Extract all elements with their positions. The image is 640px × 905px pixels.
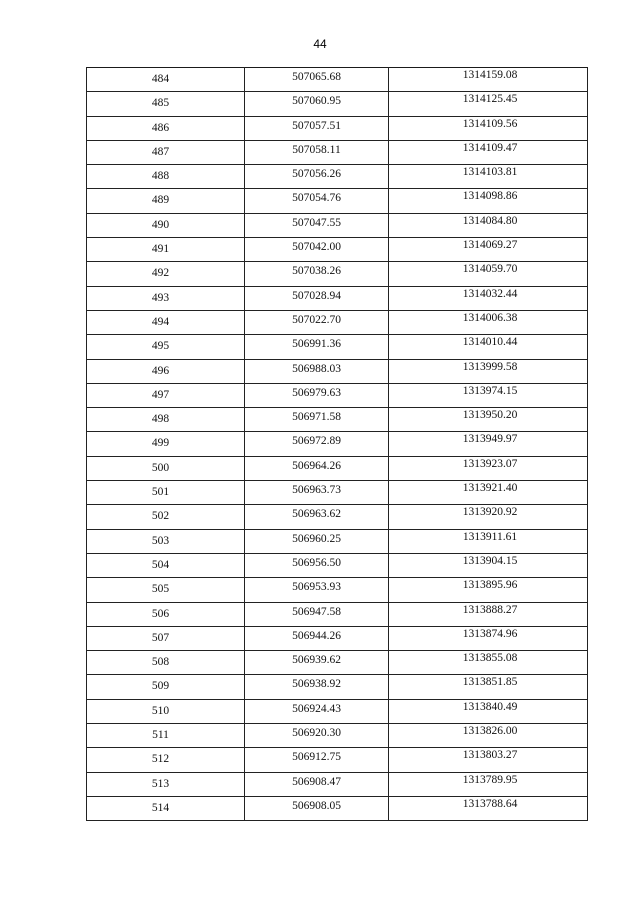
table-row: [87, 116, 588, 140]
cell-text: 510: [151, 704, 170, 717]
table-row: [87, 578, 588, 602]
x-coordinate-cell: [245, 505, 389, 529]
x-coordinate-cell: [245, 748, 389, 772]
point-number-cell: [87, 748, 245, 772]
cell-text: 500: [151, 461, 170, 474]
table-row: [87, 456, 588, 480]
y-coordinate-cell: [389, 529, 588, 553]
cell-text: 487: [151, 145, 170, 158]
cell-text: 498: [151, 413, 170, 426]
point-number-cell: [87, 189, 245, 213]
x-coordinate-cell: [245, 456, 389, 480]
cell-text: 499: [151, 437, 170, 450]
y-coordinate-cell: [389, 238, 588, 262]
y-coordinate-cell: [389, 262, 588, 286]
cell-text: 507022.70: [292, 313, 341, 326]
cell-text: 506920.30: [292, 727, 341, 740]
point-number-cell: [87, 505, 245, 529]
y-coordinate-cell: [389, 359, 588, 383]
point-number-cell: [87, 140, 245, 164]
table-row: [87, 262, 588, 286]
cell-text: 494: [151, 315, 170, 328]
y-coordinate-cell: [389, 553, 588, 577]
cell-text: 507047.55: [292, 216, 341, 229]
x-coordinate-cell: [245, 213, 389, 237]
table-row: [87, 335, 588, 359]
x-coordinate-cell: [245, 529, 389, 553]
cell-text: 1313911.61: [462, 530, 518, 543]
cell-text: 506939.62: [292, 654, 341, 667]
point-number-cell: [87, 481, 245, 505]
x-coordinate-cell: [245, 699, 389, 723]
point-number-cell: [87, 578, 245, 602]
table-row: [87, 796, 588, 820]
x-coordinate-cell: [245, 772, 389, 796]
cell-text: 507042.00: [292, 241, 341, 254]
x-coordinate-cell: [245, 675, 389, 699]
cell-text: 1313999.58: [462, 360, 518, 373]
table-row: [87, 408, 588, 432]
cell-text: 484: [151, 73, 170, 85]
point-number-cell: [87, 626, 245, 650]
x-coordinate-cell: [245, 68, 389, 92]
cell-text: 506963.62: [292, 508, 341, 521]
cell-text: 509: [151, 680, 170, 693]
cell-text: 507028.94: [292, 289, 341, 302]
y-coordinate-cell: [389, 92, 588, 116]
cell-text: 506908.05: [292, 799, 341, 812]
page-number: 44: [313, 37, 327, 51]
point-number-cell: [87, 92, 245, 116]
table-row: [87, 140, 588, 164]
point-number-cell: [87, 335, 245, 359]
table-row: [87, 553, 588, 577]
cell-text: 505: [151, 583, 170, 596]
point-number-cell: [87, 383, 245, 407]
x-coordinate-cell: [245, 140, 389, 164]
cell-text: 1313788.64: [462, 797, 518, 810]
cell-text: 504: [151, 558, 170, 571]
table-row: [87, 68, 588, 92]
cell-text: 506953.93: [292, 581, 341, 594]
y-coordinate-cell: [389, 772, 588, 796]
cell-text: 1313920.92: [462, 506, 518, 519]
cell-text: 493: [151, 291, 170, 304]
table-row: [87, 529, 588, 553]
cell-text: 508: [151, 656, 170, 669]
table-row: [87, 165, 588, 189]
y-coordinate-cell: [389, 699, 588, 723]
cell-text: 1313855.08: [462, 652, 518, 665]
y-coordinate-cell: [389, 651, 588, 675]
cell-text: 1313904.15: [462, 554, 518, 567]
cell-text: 503: [151, 534, 170, 547]
cell-text: 489: [151, 194, 170, 207]
cell-text: 1313874.96: [462, 627, 518, 640]
cell-text: 1313949.97: [462, 433, 518, 446]
cell-text: 507060.95: [292, 95, 341, 108]
cell-text: 1313950.20: [462, 409, 518, 422]
x-coordinate-cell: [245, 553, 389, 577]
table-row: [87, 748, 588, 772]
cell-text: 507065.68: [292, 71, 341, 83]
y-coordinate-cell: [389, 505, 588, 529]
cell-text: 488: [151, 170, 170, 183]
cell-text: 1313974.15: [462, 384, 518, 397]
x-coordinate-cell: [245, 796, 389, 820]
cell-text: 486: [151, 121, 170, 134]
x-coordinate-cell: [245, 286, 389, 310]
point-number-cell: [87, 699, 245, 723]
table-row: [87, 432, 588, 456]
cell-text: 506991.36: [292, 338, 341, 351]
x-coordinate-cell: [245, 408, 389, 432]
point-number-cell: [87, 675, 245, 699]
point-number-cell: [87, 116, 245, 140]
coordinates-table: [86, 67, 588, 821]
cell-text: 506938.92: [292, 678, 341, 691]
x-coordinate-cell: [245, 651, 389, 675]
cell-text: 506944.26: [292, 629, 341, 642]
y-coordinate-cell: [389, 602, 588, 626]
table-row: [87, 626, 588, 650]
y-coordinate-cell: [389, 481, 588, 505]
cell-text: 507: [151, 631, 170, 644]
cell-text: 506908.47: [292, 775, 341, 788]
point-number-cell: [87, 213, 245, 237]
table-row: [87, 238, 588, 262]
cell-text: 1313888.27: [462, 603, 518, 616]
cell-text: 506924.43: [292, 702, 341, 715]
cell-text: 506912.75: [292, 751, 341, 764]
y-coordinate-cell: [389, 165, 588, 189]
x-coordinate-cell: [245, 189, 389, 213]
cell-text: 506964.26: [292, 459, 341, 472]
cell-text: 502: [151, 510, 170, 523]
cell-text: 512: [151, 753, 170, 766]
table-row: [87, 602, 588, 626]
cell-text: 485: [151, 97, 170, 110]
y-coordinate-cell: [389, 189, 588, 213]
cell-text: 1314084.80: [462, 214, 518, 227]
point-number-cell: [87, 602, 245, 626]
cell-text: 497: [151, 388, 170, 401]
point-number-cell: [87, 772, 245, 796]
table-row: [87, 651, 588, 675]
y-coordinate-cell: [389, 724, 588, 748]
cell-text: 1313895.96: [462, 579, 518, 592]
x-coordinate-cell: [245, 262, 389, 286]
y-coordinate-cell: [389, 675, 588, 699]
cell-text: 492: [151, 267, 170, 280]
point-number-cell: [87, 286, 245, 310]
table-row: [87, 286, 588, 310]
table-row: [87, 675, 588, 699]
cell-text: 514: [151, 801, 170, 814]
coordinates-table-body: [87, 68, 588, 821]
cell-text: 507054.76: [292, 192, 341, 205]
cell-text: 506979.63: [292, 386, 341, 399]
x-coordinate-cell: [245, 626, 389, 650]
x-coordinate-cell: [245, 724, 389, 748]
table-row: [87, 189, 588, 213]
cell-text: 1314059.70: [462, 263, 518, 276]
table-row: [87, 505, 588, 529]
point-number-cell: [87, 456, 245, 480]
cell-text: 491: [151, 243, 170, 256]
cell-text: 507057.51: [292, 119, 341, 132]
y-coordinate-cell: [389, 383, 588, 407]
cell-text: 1313789.95: [462, 773, 518, 786]
table-row: [87, 772, 588, 796]
cell-text: 506956.50: [292, 556, 341, 569]
cell-text: 1313923.07: [462, 457, 518, 470]
cell-text: 1313921.40: [462, 482, 518, 495]
cell-text: 1314125.45: [462, 93, 518, 106]
cell-text: 506: [151, 607, 170, 620]
point-number-cell: [87, 796, 245, 820]
point-number-cell: [87, 432, 245, 456]
cell-text: 507038.26: [292, 265, 341, 278]
point-number-cell: [87, 359, 245, 383]
y-coordinate-cell: [389, 456, 588, 480]
y-coordinate-cell: [389, 796, 588, 820]
cell-text: 1314010.44: [462, 336, 518, 349]
x-coordinate-cell: [245, 310, 389, 334]
y-coordinate-cell: [389, 626, 588, 650]
cell-text: 1314103.81: [462, 166, 518, 179]
cell-text: 1314109.47: [462, 141, 518, 154]
cell-text: 1314069.27: [462, 239, 518, 252]
point-number-cell: [87, 68, 245, 92]
cell-text: 506971.58: [292, 411, 341, 424]
point-number-cell: [87, 529, 245, 553]
y-coordinate-cell: [389, 213, 588, 237]
cell-text: 1313840.49: [462, 700, 518, 713]
x-coordinate-cell: [245, 335, 389, 359]
cell-text: 513: [151, 777, 170, 790]
cell-text: 506972.89: [292, 435, 341, 448]
cell-text: 507058.11: [292, 143, 341, 156]
cell-text: 490: [151, 218, 170, 231]
table-row: [87, 213, 588, 237]
x-coordinate-cell: [245, 116, 389, 140]
cell-text: 507056.26: [292, 168, 341, 181]
y-coordinate-cell: [389, 140, 588, 164]
point-number-cell: [87, 238, 245, 262]
x-coordinate-cell: [245, 383, 389, 407]
cell-text: 506963.73: [292, 484, 341, 497]
table-row: [87, 310, 588, 334]
y-coordinate-cell: [389, 286, 588, 310]
cell-text: 1314032.44: [462, 287, 518, 300]
table-row: [87, 359, 588, 383]
table-row: [87, 383, 588, 407]
table-row: [87, 481, 588, 505]
x-coordinate-cell: [245, 92, 389, 116]
y-coordinate-cell: [389, 578, 588, 602]
cell-text: 1314006.38: [462, 311, 518, 324]
table-row: [87, 92, 588, 116]
x-coordinate-cell: [245, 432, 389, 456]
table-row: [87, 724, 588, 748]
cell-text: 506947.58: [292, 605, 341, 618]
point-number-cell: [87, 310, 245, 334]
y-coordinate-cell: [389, 335, 588, 359]
cell-text: 495: [151, 340, 170, 353]
table-row: [87, 699, 588, 723]
cell-text: 1314098.86: [462, 190, 518, 203]
point-number-cell: [87, 724, 245, 748]
x-coordinate-cell: [245, 238, 389, 262]
x-coordinate-cell: [245, 359, 389, 383]
x-coordinate-cell: [245, 578, 389, 602]
y-coordinate-cell: [389, 432, 588, 456]
point-number-cell: [87, 165, 245, 189]
y-coordinate-cell: [389, 68, 588, 92]
point-number-cell: [87, 408, 245, 432]
cell-text: 501: [151, 486, 170, 499]
x-coordinate-cell: [245, 481, 389, 505]
cell-text: 1314159.08: [462, 69, 518, 81]
y-coordinate-cell: [389, 408, 588, 432]
cell-text: 496: [151, 364, 170, 377]
point-number-cell: [87, 651, 245, 675]
cell-text: 511: [152, 729, 169, 742]
y-coordinate-cell: [389, 116, 588, 140]
x-coordinate-cell: [245, 165, 389, 189]
y-coordinate-cell: [389, 748, 588, 772]
cell-text: 506960.25: [292, 532, 341, 545]
cell-text: 506988.03: [292, 362, 341, 375]
point-number-cell: [87, 553, 245, 577]
cell-text: 1314109.56: [462, 117, 518, 130]
x-coordinate-cell: [245, 602, 389, 626]
point-number-cell: [87, 262, 245, 286]
y-coordinate-cell: [389, 310, 588, 334]
cell-text: 1313803.27: [462, 749, 518, 762]
cell-text: 1313851.85: [462, 676, 518, 689]
cell-text: 1313826.00: [462, 725, 518, 738]
